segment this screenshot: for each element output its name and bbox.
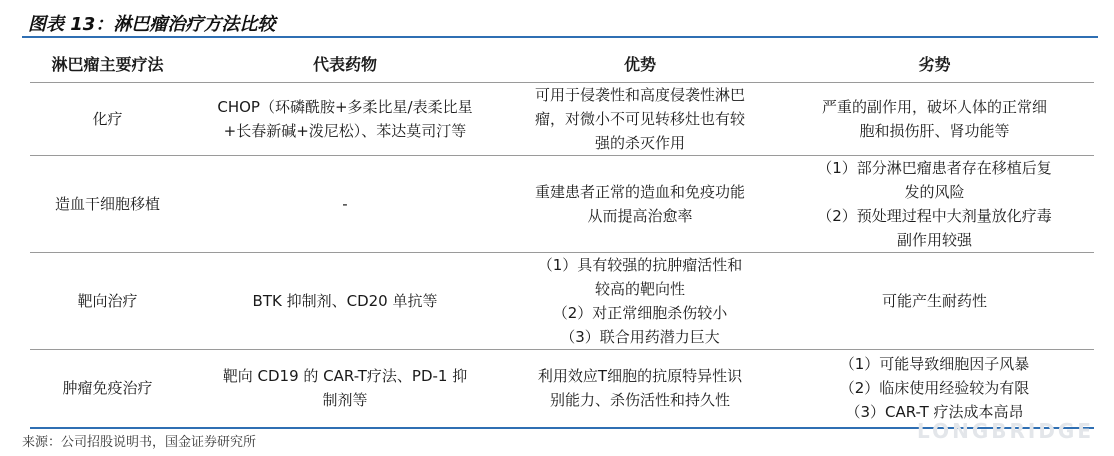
advantages-cell (505, 350, 775, 428)
cell-line: 别能力、杀伤活性和持久性 (549, 391, 730, 410)
cell-line: - (342, 195, 348, 213)
drugs-cell (185, 253, 505, 350)
method-cell: 靶向治疗 (30, 253, 185, 350)
cell-line: BTK 抑制剂、CD20 单抗等 (252, 292, 438, 310)
table-row (30, 350, 1094, 428)
cell-line: （3）CAR-T 疗法成本高昂 (845, 403, 1024, 422)
figure-title-bar (22, 8, 1098, 38)
cell-line: 重建患者正常的造血和免疫功能 (534, 183, 745, 201)
cell-line: （3）联合用药潜力巨大 (560, 328, 720, 346)
header-drugs: 代表药物 (185, 44, 505, 83)
cell-line: 制剂等 (322, 391, 368, 410)
drugs-cell (185, 350, 505, 428)
advantages-cell (505, 156, 775, 253)
cell-line: （1）具有较强的抗肿瘤活性和 (537, 256, 743, 274)
cell-line: CHOP（环磷酰胺+多柔比星/表柔比星 (217, 98, 473, 116)
cell-line: （2）临床使用经验较为有限 (839, 379, 1030, 398)
cell-line: 胞和损伤肝、肾功能等 (859, 122, 1010, 140)
cell-line: （1）部分淋巴瘤患者存在移植后复 (817, 159, 1052, 177)
table-row (30, 253, 1094, 350)
cell-line: 靶向 CD19 的 CAR-T疗法、PD-1 抑 (222, 367, 468, 386)
cell-line: 副作用较强 (896, 231, 972, 249)
table-row (30, 83, 1094, 156)
cell-line: 利用效应T细胞的抗原特异性识 (537, 367, 743, 386)
cell-line: 从而提高治愈率 (587, 207, 693, 225)
table-header-row (30, 44, 1094, 83)
advantages-cell (505, 253, 775, 350)
drugs-cell (185, 83, 505, 156)
cell-line: （2）对正常细胞杀伤较小 (552, 304, 728, 322)
cell-line: 可能产生耐药性 (881, 292, 987, 310)
figure-title: 图表 13：淋巴瘤治疗方法比较 (28, 14, 276, 35)
comparison-table (30, 44, 1094, 429)
header-method: 淋巴瘤主要疗法 (30, 44, 185, 83)
advantages-cell (505, 83, 775, 156)
method-cell: 肿瘤免疫治疗 (30, 350, 185, 428)
disadvantages-cell (775, 350, 1094, 428)
header-disadvantages: 劣势 (775, 44, 1094, 83)
header-advantages: 优势 (505, 44, 775, 83)
cell-line: +长春新碱+泼尼松）、苯达莫司汀等 (223, 122, 467, 140)
disadvantages-cell (775, 156, 1094, 253)
disadvantages-cell (775, 83, 1094, 156)
disadvantages-cell (775, 253, 1094, 350)
source-note: 来源：公司招股说明书，国金证券研究所 (22, 435, 257, 450)
cell-line: （1）可能导致细胞因子风暴 (839, 355, 1030, 374)
cell-line: 强的杀灭作用 (594, 134, 685, 152)
method-cell: 化疗 (30, 83, 185, 156)
cell-line: 可用于侵袭性和高度侵袭性淋巴 (534, 86, 745, 104)
watermark: LONGBRIDGE (917, 419, 1094, 443)
cell-line: 发的风险 (904, 183, 965, 201)
method-cell: 造血干细胞移植 (30, 156, 185, 253)
drugs-cell (185, 156, 505, 253)
cell-line: 瘤，对微小不可见转移灶也有较 (534, 110, 745, 128)
cell-line: （2）预处理过程中大剂量放化疗毒 (817, 207, 1052, 225)
cell-line: 严重的副作用，破坏人体的正常细 (821, 98, 1047, 116)
cell-line: 较高的靶向性 (594, 280, 685, 298)
table-row (30, 156, 1094, 253)
